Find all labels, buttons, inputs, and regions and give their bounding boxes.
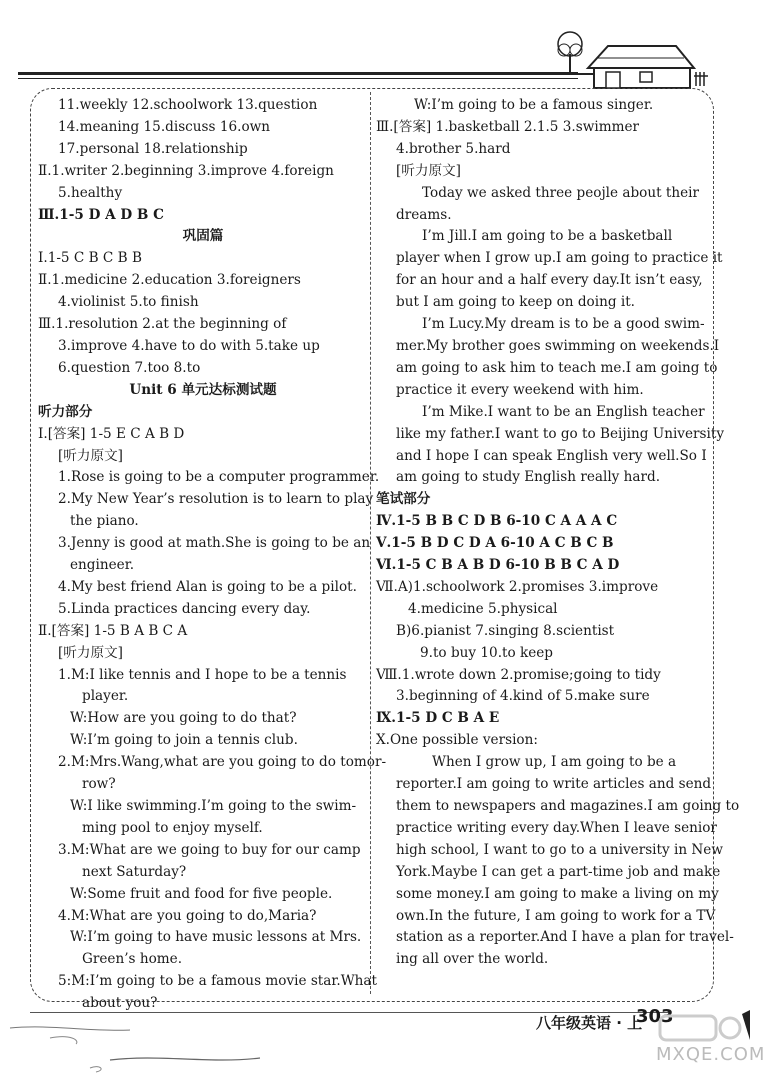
line: W:I’m going to have music lessons at Mrs. [70, 929, 362, 946]
line: Ⅱ.[答案] 1-5 B A B C A [38, 622, 188, 639]
line: 4.brother 5.hard [396, 140, 511, 157]
line: 4.M:What are you going to do,Maria? [58, 907, 317, 924]
line: 3.improve 4.have to do with 5.take up [58, 337, 320, 354]
pen-scribble-icon [10, 1018, 270, 1076]
line: 4.violinist 5.to finish [58, 294, 199, 311]
line: them to newspapers and magazines.I am going to [396, 798, 740, 814]
header-rule-thin [18, 78, 578, 79]
line: high school, I want to go to a university in New [396, 841, 723, 858]
line: Ⅵ.1-5 C B A B D 6-10 B B C A D [376, 557, 620, 574]
line: but I am going to keep on doing it. [396, 294, 635, 311]
line: like my father.I want to go to Beijing University [396, 425, 724, 442]
line: I’m Jill.I am going to be a basketball [422, 228, 673, 245]
line: 5.healthy [58, 184, 123, 201]
left-column [38, 95, 387, 1015]
column-divider [370, 92, 371, 994]
line: mer.My brother goes swimming on weekends.I [396, 337, 720, 354]
line: own.In the future, I am going to work for a TV [396, 907, 716, 924]
line: 3.beginning of 4.kind of 5.make sure [396, 688, 650, 705]
line: reporter.I am going to write articles and send [396, 776, 712, 793]
line: practice it every weekend with him. [396, 381, 644, 398]
line: Ⅱ.1.medicine 2.education 3.foreigners [38, 272, 301, 289]
line: Ⅰ.1-5 C B C B B [38, 250, 142, 267]
section-heading: 笔试部分 [376, 491, 431, 508]
line: I’m Lucy.My dream is to be a good swim- [422, 316, 705, 333]
line: engineer. [70, 557, 135, 574]
line: and I hope I can speak English very well.So I [396, 447, 707, 464]
line: B)6.pianist 7.singing 8.scientist [396, 622, 615, 639]
line: W:I’m going to join a tennis club. [70, 732, 298, 749]
watermark-text: MXQE.COM [656, 1044, 765, 1065]
page-number: 303 [636, 1006, 674, 1027]
line: station as a reporter.And I have a plan for travel- [396, 929, 734, 946]
line: Today we asked three peojle about their [422, 184, 700, 201]
line: [听力原文] [396, 162, 461, 179]
line: Ⅱ.1.writer 2.beginning 3.improve 4.foreign [38, 162, 334, 179]
line: Ⅰ.[答案] 1-5 E C A B D [38, 425, 185, 442]
line: 2.My New Year’s resolution is to learn to play [58, 491, 374, 508]
line: some money.I am going to make a living on my [396, 885, 719, 902]
watermark-logo-icon [650, 1010, 750, 1076]
line: W:I like swimming.I’m going to the swim- [70, 798, 357, 814]
line: Ⅸ.1-5 D C B A E [376, 710, 500, 727]
section-heading: 听力部分 [38, 403, 93, 420]
line: next Saturday? [82, 863, 187, 880]
line: am going to study English really hard. [396, 469, 661, 486]
line: York.Maybe I can get a part-time job and make [396, 863, 721, 880]
line: Ⅹ.One possible version: [376, 732, 538, 749]
line: Ⅷ.1.wrote down 2.promise;going to tidy [376, 666, 661, 683]
line: W:I’m going to be a famous singer. [414, 97, 654, 113]
line: about you? [82, 995, 158, 1012]
line: Ⅴ.1-5 B D C D A 6-10 A C B C B [376, 535, 614, 552]
right-column [376, 95, 740, 971]
line: 6.question 7.too 8.to [58, 359, 201, 376]
line: player when I grow up.I am going to practice it [396, 250, 723, 267]
line: 1.M:I like tennis and I hope to be a tennis [58, 666, 347, 683]
line: Ⅲ.[答案] 1.basketball 2.1.5 3.swimmer [376, 118, 640, 135]
line: am going to ask him to teach me.I am going to [396, 359, 718, 376]
line: 14.meaning 15.discuss 16.own [58, 118, 271, 135]
line: [听力原文] [58, 447, 123, 464]
line: 1.Rose is going to be a computer programmer. [58, 469, 380, 486]
line: 3.M:What are we going to buy for our camp [58, 841, 361, 858]
footer-label: 八年级英语 · 上 [536, 1014, 643, 1032]
line: Ⅲ.1.resolution 2.at the beginning of [38, 316, 287, 333]
line: ing all over the world. [396, 951, 549, 968]
line: 3.Jenny is good at math.She is going to be an [58, 535, 371, 552]
line: Ⅶ.A)1.schoolwork 2.promises 3.improve [376, 578, 659, 595]
line: 5.Linda practices dancing every day. [58, 600, 311, 617]
line: ming pool to enjoy myself. [82, 819, 263, 836]
line: 4.My best friend Alan is going to be a pilot. [58, 578, 357, 595]
line: [听力原文] [58, 644, 123, 661]
line: 2.M:Mrs.Wang,what are you going to do tomor- [58, 754, 387, 771]
line: for an hour and a half every day.It isn’t easy, [396, 272, 703, 289]
line: the piano. [70, 513, 139, 530]
line: 9.to buy 10.to keep [420, 644, 554, 661]
line: 11.weekly 12.schoolwork 13.question [58, 97, 318, 113]
line: W:Some fruit and food for five people. [70, 885, 333, 902]
house-tree-illustration-icon [548, 28, 708, 92]
line: row? [82, 776, 116, 793]
line: W:How are you going to do that? [70, 710, 297, 727]
header-rule-thick [18, 72, 578, 75]
line: When I grow up, I am going to be a [432, 754, 677, 771]
line: Ⅳ.1-5 B B C D B 6-10 C A A A C [376, 513, 618, 530]
line: Green’s home. [82, 951, 183, 968]
line: dreams. [396, 206, 452, 223]
unit-title: Unit 6 单元达标测试题 [129, 381, 277, 398]
line: 4.medicine 5.physical [408, 600, 558, 617]
line: 5:M:I’m going to be a famous movie star.What [58, 973, 377, 990]
line: Ⅲ.1-5 D A D B C [38, 206, 164, 223]
line: player. [82, 688, 129, 705]
line: 17.personal 18.relationship [58, 140, 248, 157]
line: practice writing every day.When I leave senior [396, 819, 717, 836]
section-title: 巩固篇 [182, 228, 224, 245]
line: I’m Mike.I want to be an English teacher [422, 403, 705, 420]
